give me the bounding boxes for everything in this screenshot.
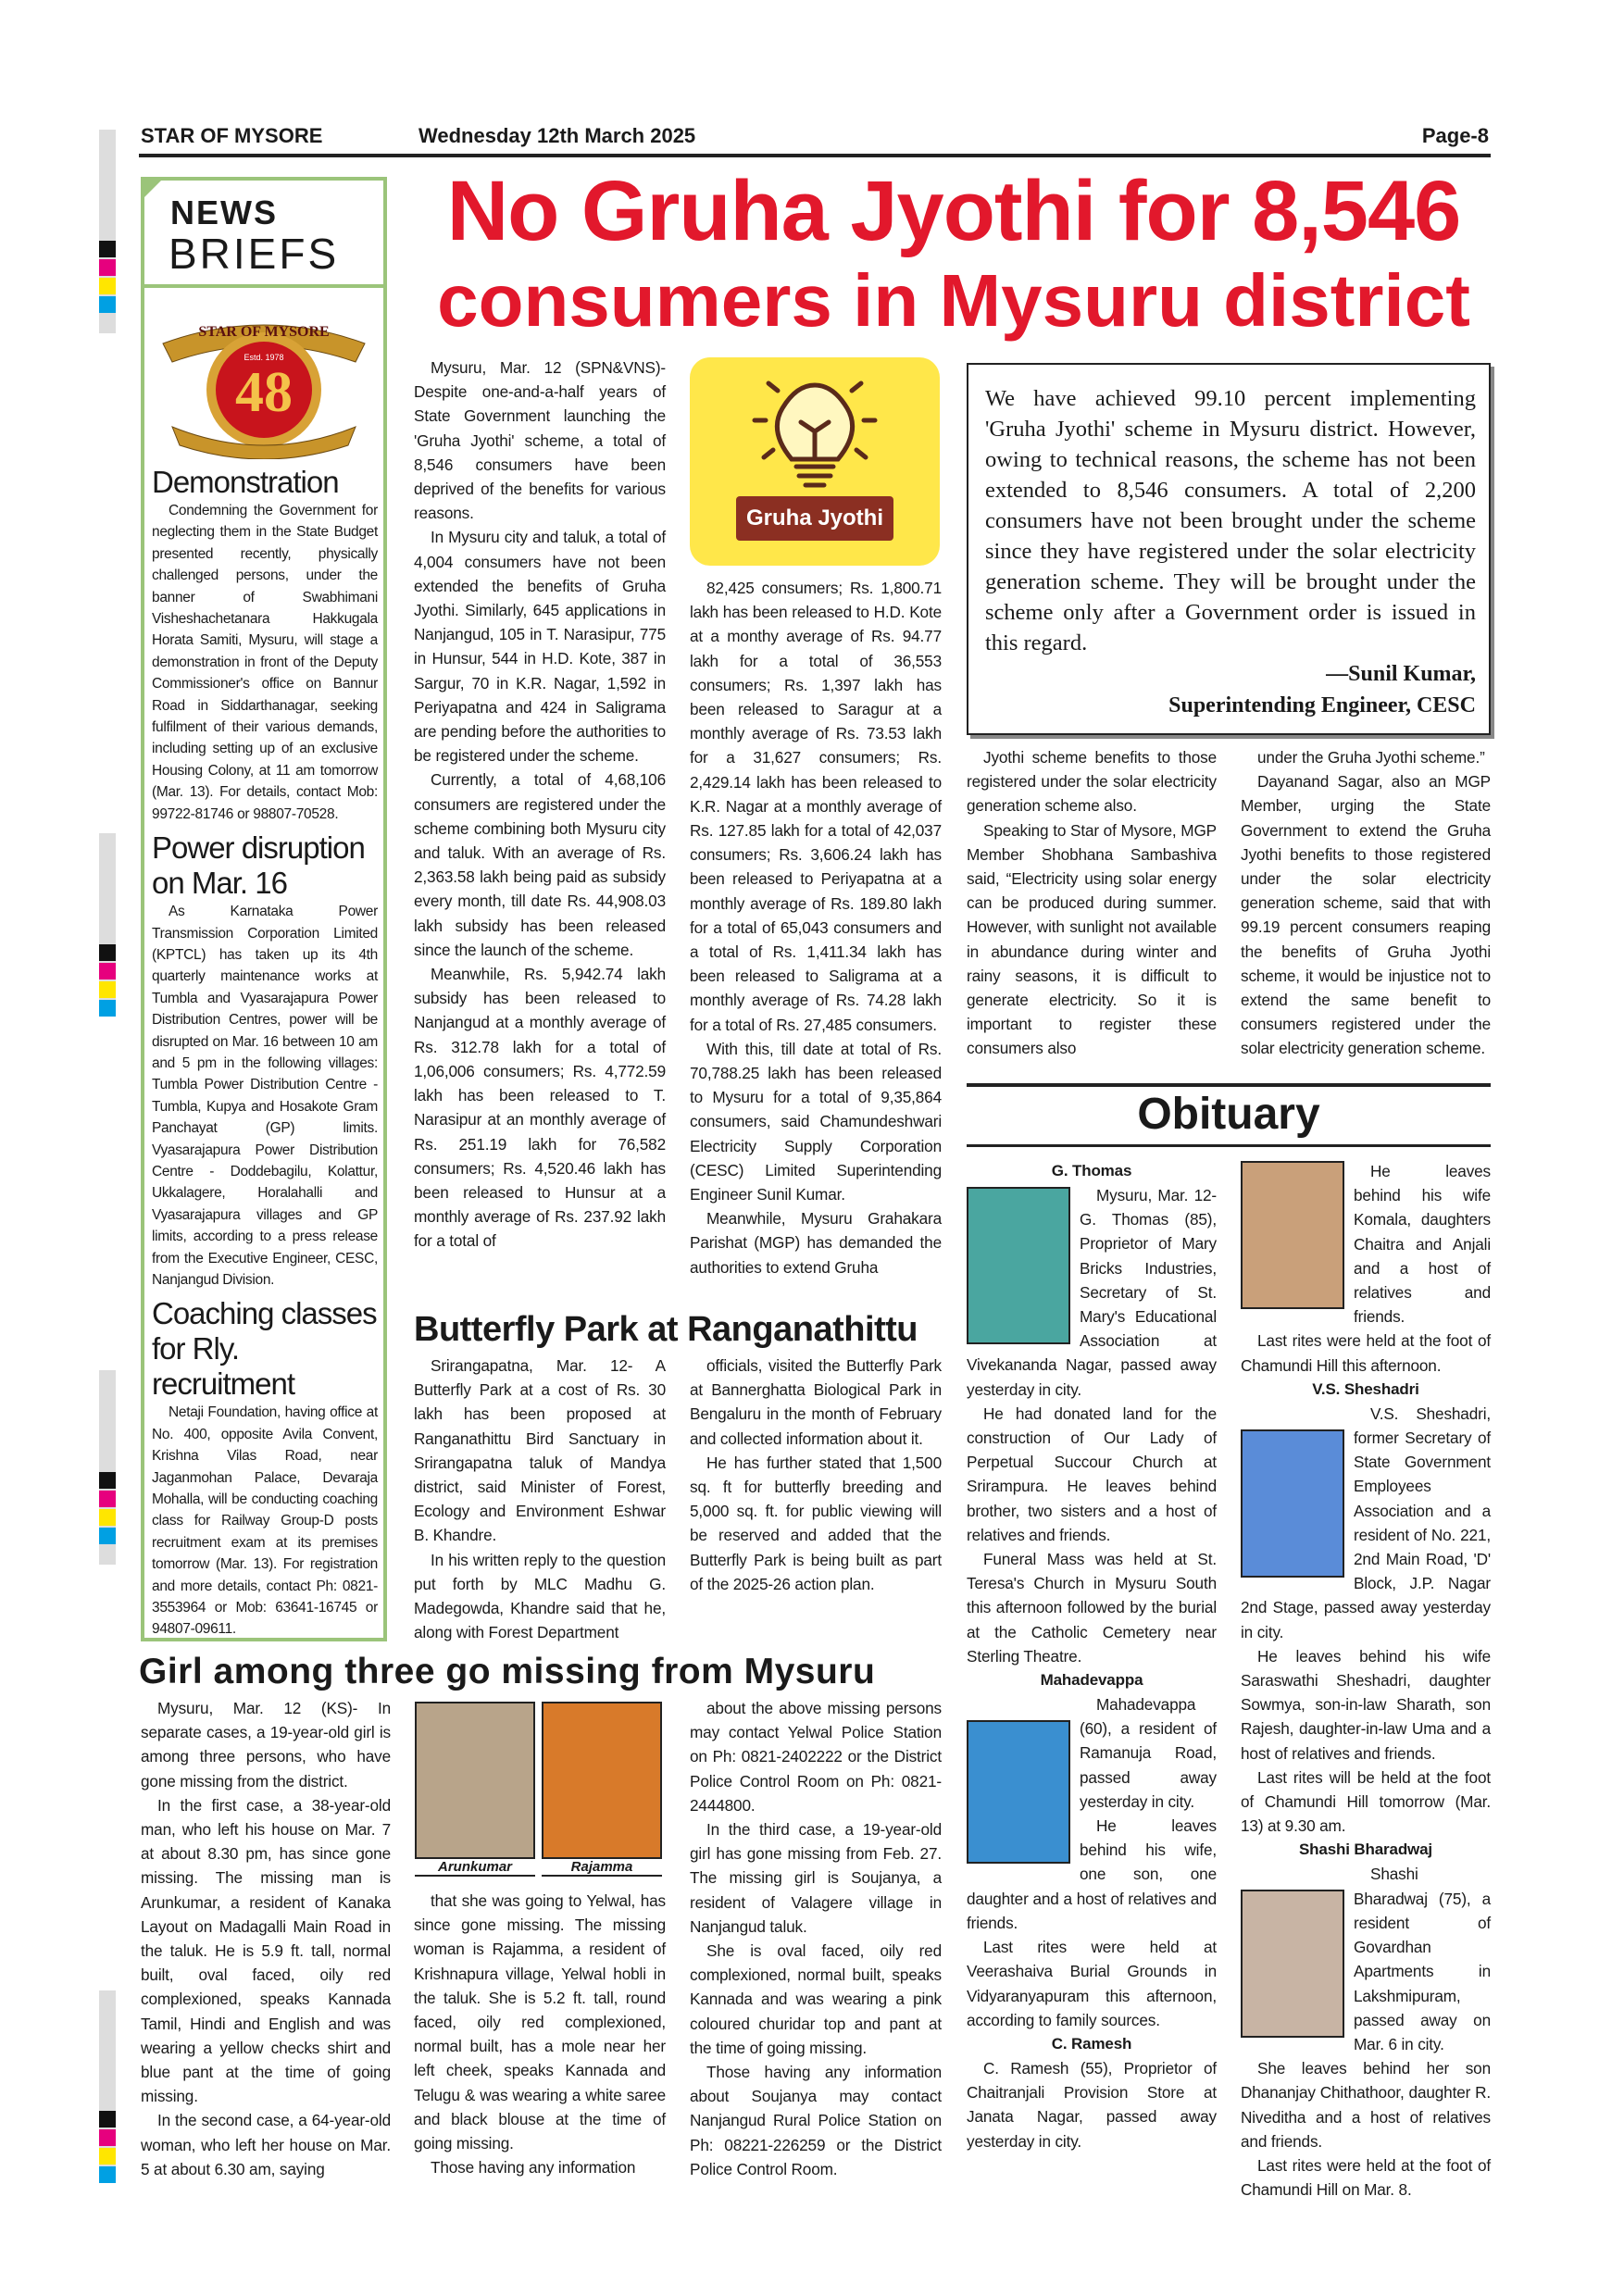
paragraph: Last rites were held at the foot of Chamundi Hill on Mar. 8. [1241,2155,1491,2200]
v-s-sheshadri-photo [1241,1429,1344,1578]
paragraph: In Mysuru city and taluk, a total of 4,004 consumers have not been extended the benefits of Gruha Jyothi. Similarly, 645 applications in Nanjangud, 105 in T. Narasipur, 775 in Hunsur, 544 in H.D. Kote, 387 in Sargur, 70 in K.R. Nagar, 1,592 in Periyapatna and 424 in Saligrama are pending before the authorities to be registered under the scheme. [414,528,666,766]
quote-role: Superintending Engineer, CESC [1168,693,1476,718]
paragraph: As Karnataka Power Transmission Corporation Limited (KPTCL) has taken up its 4th quarterly maintenance works at Tumbla and Vyasarajapura Power Distribution Centres, power will be disrupted on Mar. 16 between 10 am and 5 pm in the following villages: Tumbla Power Distribution Centre - Tumbla, Kupya and Hosakote Gram Panchayat (GP) limits. Vyasarajapura Power Distribution Centre - Doddebagilu, Kolattur, Ukkalagere, Horalahalli and Vyasarajapura villages and GP limits, according to a press release from the Executive Engineer, CESC, Nanjangud Division. [152,904,378,1288]
obituary-entry [967,1159,1217,1668]
paragraph: In the third case, a 19-year-old girl has gone missing from Feb. 27. The missing girl is Soujanya, a resident of Valagere village in Nanjangud taluk. [690,1820,942,1936]
cmyk-mark [99,1528,116,1544]
paragraph: Jyothi scheme benefits to those registered under the solar electricity generation scheme also. [967,748,1217,816]
g-thomas-photo [967,1187,1070,1344]
paragraph: Shashi Bharadwaj (75), a resident of Govardhan Apartments in Lakshmipuram, passed away on Mar. 6 in city. [1354,1865,1491,2053]
news-briefs-panel [141,177,387,1641]
obituary-name: Mahadevappa [1040,1671,1143,1690]
rajamma-photo [542,1702,662,1859]
quote-author: —Sunil Kumar, [1326,662,1476,686]
missing-column-2 [414,1889,666,2179]
paragraph: Mysuru, Mar. 12- G. Thomas (85), Proprietor of Mary Bricks Industries, Secretary of St. Mary's Educational Association at Vivekananda Nagar, passed away yesterday in city. [967,1186,1217,1399]
paragraph: In the first case, a 38-year-old man, who left his house on Mar. 7 at about 8.30 pm, has since gone missing. The missing man is Arunkumar, a resident of Kanaka Layout on Madagalli Main Road in the taluk. He is 5.9 ft. tall, normal built, oval faced, oily red complexioned, speaks Kannada Tamil, Hindi and English and was wearing a yellow checks shirt and blue pant at the time of going missing. [141,1795,391,2106]
svg-text:Estd. 1978: Estd. 1978 [244,353,284,362]
cmyk-mark [99,259,116,276]
obituary-entry [967,1668,1217,2032]
obituary-name: G. Thomas [1051,1162,1132,1179]
paragraph: He leaves behind his wife, one son, one daughter and a host of relatives and friends. [967,1816,1217,1932]
paragraph: under the Gruha Jyothi scheme.” [1257,748,1485,767]
divider [967,1144,1491,1147]
cmyk-mark [99,1491,116,1507]
cmyk-mark [99,963,116,980]
obituary-name: V.S. Sheshadri [1312,1379,1419,1398]
paragraph: In the second case, a 64-year-old woman, who left her house on Mar. 5 at about 6.30 am, saying [141,2111,391,2178]
obituary-text [967,2056,1217,2153]
paragraph: She is oval faced, oily red complexioned, normal built, speaks Kannada and was wearing a pink coloured churidar top and pant at the time of going missing. [690,1941,942,2057]
paragraph: Netaji Foundation, having office at No. 400, opposite Avila Convent, Krishna Vilas Road, near Jaganmohan Palace, Devaraja Mohalla, will be conducting coaching class for Railway Group-D posts recruitment exam at its premises tomorrow (Mar. 13). For registration and more details, contact Ph: 0821-3553964 or Mob: 63641-16745 or 94807-09611. [152,1404,378,1638]
obituary-entry [1241,1838,1491,2202]
paragraph: officials, visited the Butterfly Park at Bannerghatta Biological Park in Bengaluru in the month of February and collected information about it. [690,1356,942,1448]
svg-text:48: 48 [235,361,293,424]
lead-headline-line1: No Gruha Jyothi for 8,546 [446,164,1461,258]
paper-name: STAR OF MYSORE [141,124,323,147]
obituary-column-right [1241,1159,1491,2202]
paragraph: With this, till date at total of Rs. 70,788.25 lakh has been released to Mysuru for a total of 9,35,864 consumers, said Chamundeshwari Electricity Supply Corporation (CESC) Limited Superintending Engineer Sunil Kumar. [690,1039,942,1204]
lead-column-4 [1241,745,1491,1061]
obituary-name: C. Ramesh [1051,2034,1132,2053]
star-of-mysore-48-logo [144,288,383,459]
paragraph: He had donated land for the construction of Our Lady of Perpetual Succour Church at Srirampura. He leaves behind brother, two sisters and a host of relatives and friends. [967,1404,1217,1544]
paragraph: 82,425 consumers; Rs. 1,800.71 lakh has been released to H.D. Kote at a monthy average of Rs. 94.77 lakh for a total of 36,553 consumers; Rs. 1,397 lakh has been released to Saragur at a monthly average of Rs. 73.53 lakh for a 31,627 consumers; Rs. 2,429.14 lakh has been released to K.R. Nagar at a monthly average of Rs. 127.85 lakh for a total of 42,037 consumers; Rs. 3,606.24 lakh has been released to Periyapatna at a monthly average of Rs. 189.80 lakh for a total of 65,043 consumers and a total of Rs. 1,411.34 lakh has been released to Saligrama at a monthly average of Rs. 74.28 lakh for a total of Rs. 27,485 consumers. [690,579,942,1034]
cmyk-mark [99,2148,116,2165]
paragraph: In his written reply to the question put forth by MLC Madhu G. Madegowda, Khandre said that he, along with Forest Department [414,1550,666,1642]
cmyk-mark [99,1509,116,1526]
paragraph: Last rites were held at Veerashaiva Burial Grounds in Vidyaranyapuram this afternoon, according to family sources. [967,1938,1217,2029]
header-rule [139,154,1491,157]
arunkumar-photo [415,1702,535,1859]
photo-caption: Rajamma [542,1859,662,1877]
brief-heading: Power disruption on Mar. 16 [152,830,365,901]
brief-text [152,1402,378,1640]
gruha-jyothi-icon [690,357,940,566]
paragraph: Last rites were held at the foot of Chamundi Hill this afternoon. [1241,1331,1491,1375]
paragraph: Meanwhile, Rs. 5,942.74 lakh subsidy has been released to Nanjangud at a monthly average of Rs. 312.78 lakh for a total of 1,06,006 consumers; Rs. 4,772.59 lakh has been released to T. Narasipur at an monthly average of Rs. 251.19 lakh for 76,582 consumers; Rs. 4,520.46 lakh has been released to Hunsur at a monthly average of Rs. 237.92 lakh for a total of [414,965,666,1251]
brief-text [152,500,378,825]
page-number: Page-8 [1421,124,1489,147]
cmyk-mark [99,2166,116,2183]
paragraph: Currently, a total of 4,68,106 consumers are registered under the scheme combining both Mysuru city and taluk. With an average of Rs. 2,363.58 lakh being paid as subsidy every month, till date Rs. 44,908.03 lakh subsidy has been released since the launch of the scheme. [414,770,666,959]
obituary-name: Shashi Bharadwaj [1298,1841,1433,1859]
paragraph: Those having any information [431,2158,636,2177]
briefs-title-news: NEWS [170,193,278,231]
lead-column-1 [414,356,666,1254]
brief-text [152,901,378,1291]
cmyk-mark [99,2111,116,2128]
butterfly-headline: Butterfly Park at Ranganathittu [414,1310,918,1349]
paragraph: C. Ramesh (55), Proprietor of Chaitranjali Provision Store at Janata Nagar, passed away yesterday in city. [967,2058,1217,2151]
svg-text:STAR OF MYSORE: STAR OF MYSORE [198,324,330,340]
cmyk-mark [99,981,116,998]
missing-column-1 [141,1696,391,2181]
paragraph: Those having any information about Soujanya may contact Nanjangud Rural Police Station on Ph: 08221-226259 or the District Police Control Room. [690,2063,942,2178]
paragraph: about the above missing persons may contact Yelwal Police Station on Ph: 0821-2402222 or the District Police Control Room on Ph: 0821-2444800. [690,1699,942,1815]
mahadevappa-photo [967,1720,1070,1864]
obituary-entry [967,2032,1217,2153]
paragraph: V.S. Sheshadri, former Secretary of State Government Employees Association and a resident of No. 221, 2nd Main Road, 'D' Block, J.P. Nagar 2nd Stage, passed away yesterday in city. [1241,1404,1491,1641]
paragraph: Funeral Mass was held at St. Teresa's Church in Mysuru South this afternoon followed by the burial at the Catholic Cemetery near Sterling Theatre. [967,1550,1217,1666]
brief-heading: Coaching classes for Rly. recruitment [152,1296,377,1402]
paragraph: Mysuru, Mar. 12 (SPN&VNS)- Despite one-and-a-half years of State Government launching the 'Gruha Jyothi' scheme, a total of 8,546 consumers have been deprived of the benefits for various reasons. [414,358,666,523]
issue-date: Wednesday 12th March 2025 [418,124,696,147]
deceased-photo [1241,1161,1344,1309]
lead-headline-line2: consumers in Mysuru district [437,259,1470,342]
butterfly-column-2 [690,1354,942,1596]
paragraph: Speaking to Star of Mysore, MGP Member Shobhana Sambashiva said, “Electricity using solar energy can be produced during summer. However, with sunlight not available in abundance during winter and rainy seasons, it is difficult to generate electricity. So it is important to register these consumers also [967,820,1217,1058]
paragraph: that she was going to Yelwal, has since gone missing. The missing woman is Rajamma, a resident of Krishnapura village, Yelwal hobli in the taluk. She is 5.2 ft. tall, round faced, oily red complexioned, normal built, has a mole near her left cheek, speaks Kannada and Telugu & was wearing a white saree and black blouse at the time of going missing. [414,1891,666,2153]
paragraph: Mysuru, Mar. 12 (KS)- In separate cases, a 19-year-old girl is among three persons, who have gone missing from the district. [141,1699,391,1791]
lead-column-3 [967,745,1217,1061]
obituary-entry [1241,1159,1491,1378]
paragraph: She leaves behind her son Dhananjay Chithathoor, daughter R. Niveditha and a host of relatives and friends. [1241,2059,1491,2151]
paragraph: Srirangapatna, Mar. 12- A Butterfly Park at a cost of Rs. 30 lakh has been proposed at Ranganathittu Bird Sanctuary in Srirangapatna taluk of Mandya district, said Minister of Forest, Ecology and Environment Eshwar B. Khandre. [414,1356,666,1545]
paragraph: He has further stated that 1,500 sq. ft for butterfly breeding and 5,000 sq. ft. for public viewing will be reserved and added that the Butterfly Park is being built as part of the 2025-26 action plan. [690,1453,942,1593]
shashi-bharadwaj-photo [1241,1890,1344,2038]
paragraph: Last rites will be held at the foot of Chamundi Hill tomorrow (Mar. 13) at 9.30 am. [1241,1767,1491,1836]
cmyk-mark [99,1000,116,1017]
obituary-entry [1241,1378,1491,1839]
lightbulb-icon [690,357,940,505]
cmyk-mark [99,241,116,257]
gruha-jyothi-label: Gruha Jyothi [736,496,893,541]
obituary-column-left [967,1159,1217,2153]
cmyk-mark [99,1472,116,1489]
butterfly-column-1 [414,1354,666,1644]
brief-heading: Demonstration [152,465,339,499]
cmyk-mark [99,296,116,313]
cmyk-mark [99,2129,116,2146]
cmyk-mark [99,278,116,294]
paragraph: Meanwhile, Mysuru Grahakara Parishat (MGP) has demanded the authorities to extend Gruha [690,1209,942,1277]
photo-caption: Arunkumar [415,1859,535,1877]
quote-box [967,363,1491,735]
corner-triangle [141,177,165,201]
paragraph: Dayanand Sagar, also an MGP Member, urging the State Government to extend the Gruha Jyothi benefits to those registered under the solar electricity generation scheme, said that with 99.19 percent consumers reaping the benefits of Gruha Jyothi scheme, it would be injustice not to extend the same benefit to consumers registered under the solar electricity generation scheme. [1241,772,1491,1058]
lead-column-2 [690,576,942,1279]
paragraph: He leaves behind his wife Komala, daughters Chaitra and Anjali and a host of relatives and friends. [1354,1162,1491,1327]
briefs-title-briefs: BRIEFS [169,230,340,278]
missing-column-3 [690,1696,942,2181]
divider [967,1083,1491,1087]
paragraph: Condemning the Government for neglecting them in the State Budget presented recently, physically challenged persons, under the banner of Swabhimani Visheshachetanara Hakkugala Horata Samiti, Mysuru, will stage a demonstration in front of the Deputy Commissioner's office on Bannur Road in Siddarthanagar, seeking fulfilment of their various demands, including setting up of an exclusive Housing Colony, at 11 am tomorrow (Mar. 13). For details, contact Mob: 99722-81746 or 98807-70528. [152,503,378,822]
quote-text: We have achieved 99.10 percent implementing 'Gruha Jyothi' scheme in Mysuru district. However, owing to technical reasons, the scheme has not been extended to 8,546 consumers. A total of 2,200 consumers have not been brought under the scheme since they have registered under the solar electricity generation scheme. They will be brought under the scheme only after a Government order is issued in this regard. [985,386,1476,655]
missing-headline: Girl among three go missing from Mysuru [139,1652,876,1691]
paragraph: He leaves behind his wife Saraswathi Sheshadri, daughter Sowmya, son-in-law Sharath, son Rajesh, daughter-in-law Uma and a host of relatives and friends. [1241,1646,1491,1763]
paragraph: Mahadevappa (60), a resident of Ramanuja Road, passed away yesterday in city. [1080,1695,1217,1811]
obituary-title: Obituary [1137,1090,1320,1139]
cmyk-mark [99,944,116,961]
